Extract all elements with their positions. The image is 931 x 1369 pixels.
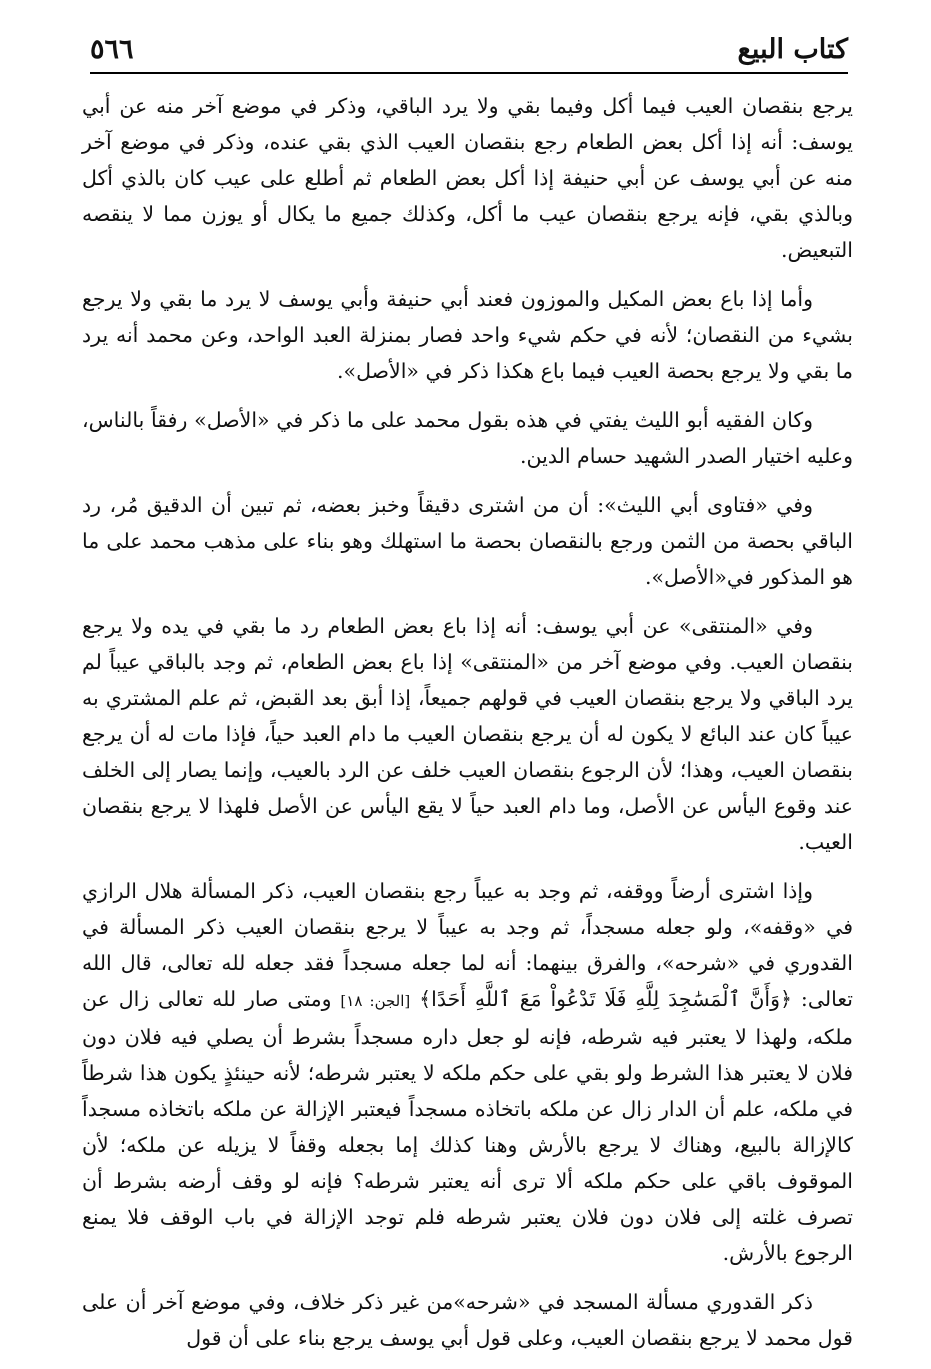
page-header (90, 30, 848, 74)
verse-reference: [الجن: ١٨] (340, 992, 411, 1010)
paragraph: وفي «فتاوى أبي الليث»: أن من اشترى دقيقاً وخبز بعضه، ثم تبين أن الدقيق مُر، رد الباقي بحصة من الثمن ورجع بالنقصان بحصة ما استهلك وهو بناء على مذهب محمد على ما هو المذكور في«الأصل». (82, 493, 853, 589)
quran-verse: ﴿وَأَنَّ ٱلْمَسَٰجِدَ لِلَّهِ فَلَا تَدْعُواْ مَعَ ٱللَّهِ أَحَدًا﴾ (419, 987, 793, 1011)
paragraph: وأما إذا باع بعض المكيل والموزون فعند أبي حنيفة وأبي يوسف لا يرد ما بقي ولا يرجع بشيء من النقصان؛ لأنه في حكم شيء واحد فصار بمنزلة العبد الواحد، وعن محمد أنه يرد ما بقي ولا يرجع بحصة العيب فيما باع هكذا ذكر في «الأصل». (82, 287, 853, 383)
paragraph: وكان الفقيه أبو الليث يفتي في هذه بقول محمد على ما ذكر في «الأصل» رفقاً بالناس، وعليه اختيار الصدر الشهيد حسام الدين. (82, 408, 853, 468)
page-number: ٥٦٦ (90, 34, 134, 65)
paragraph-text: وإذا اشترى أرضاً ووقفه، ثم وجد به عيباً رجع بنقصان العيب، ذكر المسألة هلال الرازي في «وقفه»، ولو جعله مسجداً، ثم وجد به عيباً لا يرجع بنقصان العيب ذكر المسألة في القدوري في «شرحه»، والفرق بينهما: أنه لما جعله مسجداً فقد جعله لله تعالى، قال الله تعالى: (82, 879, 853, 1011)
paragraph-with-verse (82, 873, 853, 1271)
paragraph: ذكر القدوري مسألة المسجد في «شرحه»من غير ذكر خلاف، وفي موضع آخر أن على قول محمد لا يرجع بنقصان العيب، وعلى قول أبي يوسف يرجع بناء على أن قول (82, 1290, 853, 1350)
paragraph: يرجع بنقصان العيب فيما أكل وفيما بقي ولا يرد الباقي، وذكر في موضع آخر منه عن أبي يوسف: أنه إذا أكل بعض الطعام رجع بنقصان العيب الذي بقي عنده، وذكر في موضع آخر منه عن أبي يوسف عن أبي حنيفة إذا أكل بعض الطعام ثم أطلع على عيب كان بالذي أكل وبالذي بقي، فإنه يرجع بنقصان عيب ما أكل، وكذلك جميع ما يكال أو يوزن مما لا ينقصه التبعيض. (82, 94, 853, 262)
paragraph: وفي «المنتقى» عن أبي يوسف: أنه إذا باع بعض الطعام رد ما بقي في يده ولا يرجع بنقصان العيب. وفي موضع آخر من «المنتقى» إذا باع بعض الطعام، ثم وجد بالباقي عيباً لم يرد الباقي ولا يرجع بنقصان العيب في قولهم جميعاً، إذا أبق بعد القبض، ثم علم المشتري به عيباً كان عند البائع لا يكون له أن يرجع بنقصان العيب ما دام العبد حياً، فإذا مات له أن يرجع بنقصان العيب، وهذا؛ لأن الرجوع بنقصان العيب خلف عن الرد بالعيب، وإنما يصار إلى الخلف عند وقوع اليأس عن الأصل، وما دام العبد حياً لا يقع اليأس عن الأصل فلهذا لا يرجع بنقصان العيب. (82, 614, 853, 854)
chapter-title: كتاب البيع (737, 34, 848, 65)
document-body (82, 88, 853, 1369)
paragraph-text: ومتى صار لله تعالى زال عن ملكه، ولهذا لا يعتبر فيه شرطه، فإنه لو جعل داره مسجداً بشرط أن يصلي فيه فلان دون فلان لا يعتبر هذا الشرط ولو بقي على حكم ملكه لا يعتبر شرطه؛ لأنه حينئذٍ يكون هذا شرطاً في ملكه، علم أن الدار زال عن ملكه باتخاذه مسجداً فيعتبر الإزالة عن ملكه باتخاذه مسجداً كالإزالة بالبيع، وهناك لا يرجع بالأرش وهنا كذلك إما بجعله وقفاً لا يزيله عن ملكه؛ لأن الموقوف باقي على حكم ملكه ألا ترى أنه يعتبر شرطه؟ فإنه لو وقف أرضه بشرط أن تصرف غلته إلى فلان دون فلان يعتبر شرطه فلم توجد الإزالة في باب الوقف فلا يمنع الرجوع بالأرش. (82, 987, 853, 1265)
